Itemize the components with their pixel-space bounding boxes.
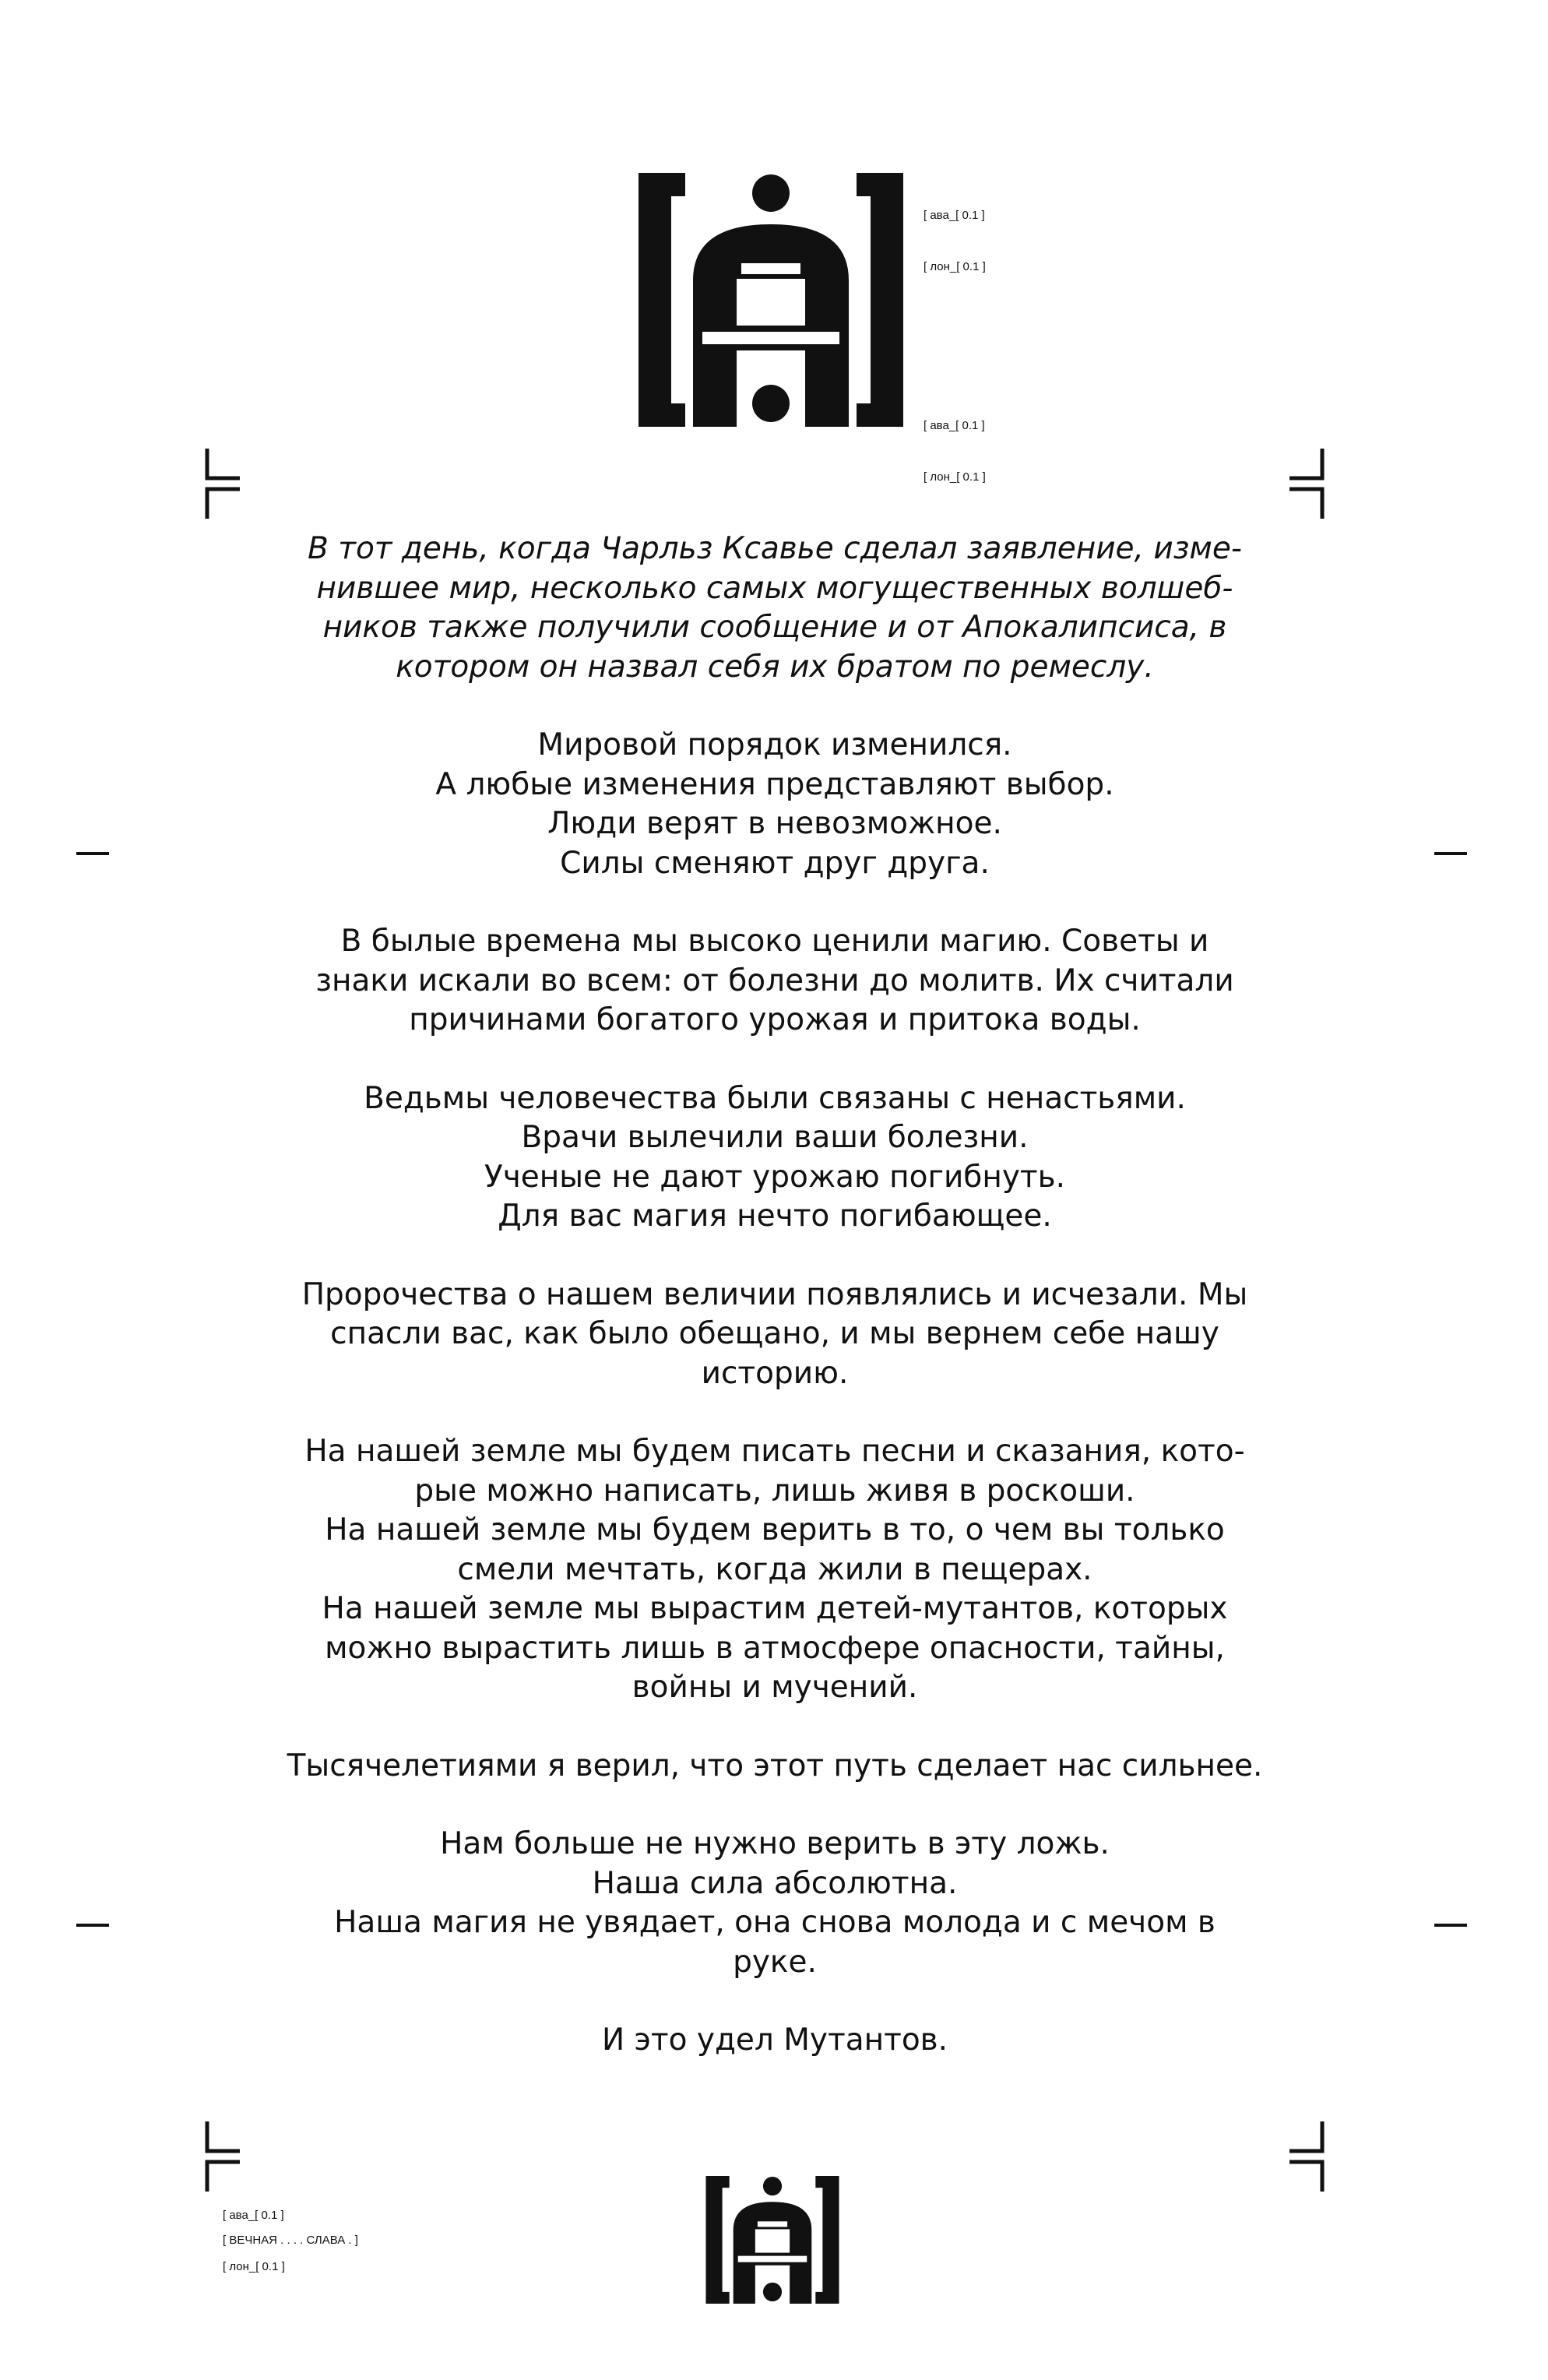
intro-paragraph (234, 530, 1316, 687)
text-line: Нам больше не нужно верить в эту ложь. (440, 1826, 1110, 1861)
text-line: причинами богатого урожая и притока воды. (409, 1002, 1141, 1037)
side-dash (76, 1924, 109, 1927)
stanza (234, 1079, 1316, 1237)
stanza (234, 2021, 1316, 2061)
text-line: И это удел Мутантов. (601, 2023, 948, 2058)
text-line: Ученые не дают урожаю погибнуть. (484, 1159, 1066, 1195)
text-line: можно вырастить лишь в атмосфере опасности, тайны, (325, 1630, 1225, 1666)
side-dash (1434, 852, 1467, 855)
text-line: А любые изменения представляют выбор. (435, 766, 1114, 802)
text-line: На нашей земле мы вырастим детей-мутантов, которых (322, 1591, 1228, 1626)
text-line: Силы сменяют друг друга. (560, 845, 990, 881)
stanza (234, 922, 1316, 1040)
logo-tag-ava: [ ава_[ 0.1 ] (924, 419, 985, 432)
logo-tag-lon: [ лон_[ 0.1 ] (223, 2260, 285, 2273)
text-line: Люди верят в невозможное. (547, 806, 1002, 841)
text-line: Мировой порядок изменился. (537, 727, 1012, 762)
corner-mark-icon (1289, 449, 1325, 519)
logo-tag-ava: [ ава_[ 0.1 ] (924, 209, 985, 222)
logo-tag-lon: [ лон_[ 0.1 ] (924, 470, 986, 484)
corner-mark-icon (204, 449, 240, 519)
text-line: Наша магия не увядает, она снова молода и с мечом в (334, 1905, 1216, 1940)
text-line: Наша сила абсолютна. (592, 1865, 958, 1901)
text-line: ников также получили сообщение и от Апокалипсиса, в (322, 610, 1227, 645)
text-line: Пророчества о нашем величии появлялись и исчезали. Мы (301, 1276, 1248, 1312)
stanza (234, 1276, 1316, 1394)
text-line: Тысячелетиями я верил, что этот путь сделает нас сильнее. (287, 1748, 1263, 1783)
text-line: В былые времена мы высоко ценили магию. Советы и (340, 924, 1209, 959)
mutant-logo-icon (639, 173, 903, 427)
corner-mark-icon (1289, 2121, 1325, 2192)
manifesto-text (234, 530, 1316, 2100)
text-line: войны и мучений. (632, 1670, 918, 1705)
text-line: Врачи вылечили ваши болезни. (521, 1120, 1029, 1155)
mutant-logo-icon (705, 2176, 839, 2304)
text-line: историю. (701, 1355, 849, 1391)
text-line: рые можно написать, лишь живя в роскоши. (414, 1473, 1135, 1509)
stanza (234, 1747, 1316, 1787)
side-dash (1434, 1924, 1467, 1927)
text-line: На нашей земле мы будем писать песни и сказания, кото- (304, 1434, 1245, 1469)
logo-tag-ava: [ ава_[ 0.1 ] (223, 2209, 284, 2222)
text-line: нившее мир, несколько самых могущественных волшеб- (316, 570, 1233, 606)
text-line: котором он назвал себя их братом по ремеслу. (396, 649, 1154, 685)
text-line: смели мечтать, когда жили в пещерах. (457, 1551, 1092, 1587)
text-line: знаки искали во всем: от болезни до молитв. Их считали (315, 963, 1234, 998)
text-line: Ведьмы человечества были связаны с ненастьями. (364, 1080, 1186, 1116)
stanza (234, 1825, 1316, 1982)
footer-motto: [ ВЕЧНАЯ . . . . СЛАВА . ] (223, 2234, 358, 2247)
logo-tag-lon: [ лон_[ 0.1 ] (924, 260, 986, 273)
text-line: На нашей земле мы будем верить в то, о чем вы только (325, 1512, 1225, 1547)
side-dash (76, 852, 109, 855)
text-line: В тот день, когда Чарльз Ксавье сделал заявление, изме- (308, 531, 1242, 566)
stanza (234, 1432, 1316, 1708)
text-line: Для вас магия нечто погибающее. (498, 1199, 1052, 1234)
text-line: руке. (733, 1944, 817, 1980)
stanza (234, 726, 1316, 883)
text-line: спасли вас, как было обещано, и мы вернем себе нашу (330, 1316, 1219, 1351)
